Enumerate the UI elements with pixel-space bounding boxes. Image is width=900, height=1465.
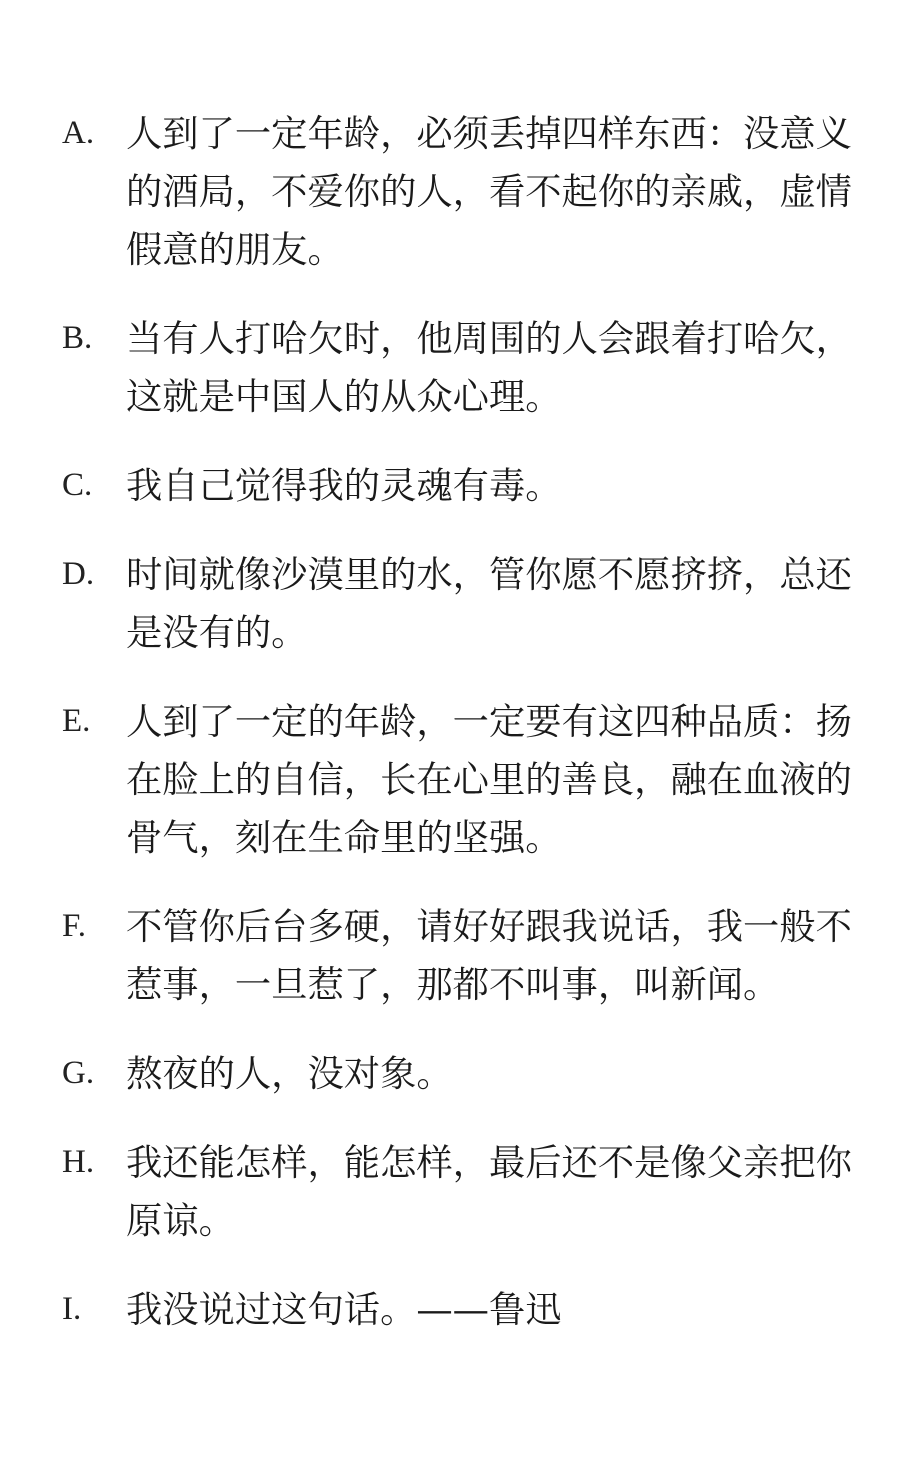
list-item [0,310,900,426]
list-item [0,457,900,515]
item-marker: I. [62,1291,82,1327]
item-text: 不管你后台多硬，请好好跟我说话，我一般不惹事，一旦惹了，那都不叫事，叫新闻。 [126,905,852,1006]
list-item [0,105,900,279]
item-marker: E. [62,703,91,739]
item-marker: F. [62,908,86,944]
item-marker: B. [62,320,93,356]
list-item [0,546,900,662]
item-text: 我自己觉得我的灵魂有毒。 [126,464,562,507]
item-marker: D. [62,556,95,592]
list-item [0,693,900,867]
item-text: 熬夜的人，没对象。 [126,1052,453,1095]
item-text: 人到了一定年龄，必须丢掉四样东西：没意义的酒局，不爱你的人，看不起你的亲戚，虚情假意的朋友。 [126,112,852,271]
item-marker: C. [62,467,93,503]
item-marker: G. [62,1055,95,1091]
item-text: 人到了一定的年龄，一定要有这四种品质：扬在脸上的自信，长在心里的善良，融在血液的骨气，刻在生命里的坚强。 [126,700,852,859]
list-item [0,1281,900,1339]
item-text: 我还能怎样，能怎样，最后还不是像父亲把你原谅。 [126,1141,852,1242]
item-marker: A. [62,115,95,151]
item-marker: H. [62,1144,95,1180]
item-text: 我没说过这句话。——鲁迅 [126,1288,562,1331]
list-item [0,1045,900,1103]
item-text: 时间就像沙漠里的水，管你愿不愿挤挤，总还是没有的。 [126,553,852,654]
list-item [0,1134,900,1250]
list-item [0,898,900,1014]
quote-list [0,105,900,1370]
item-text: 当有人打哈欠时，他周围的人会跟着打哈欠，这就是中国人的从众心理。 [126,317,852,418]
